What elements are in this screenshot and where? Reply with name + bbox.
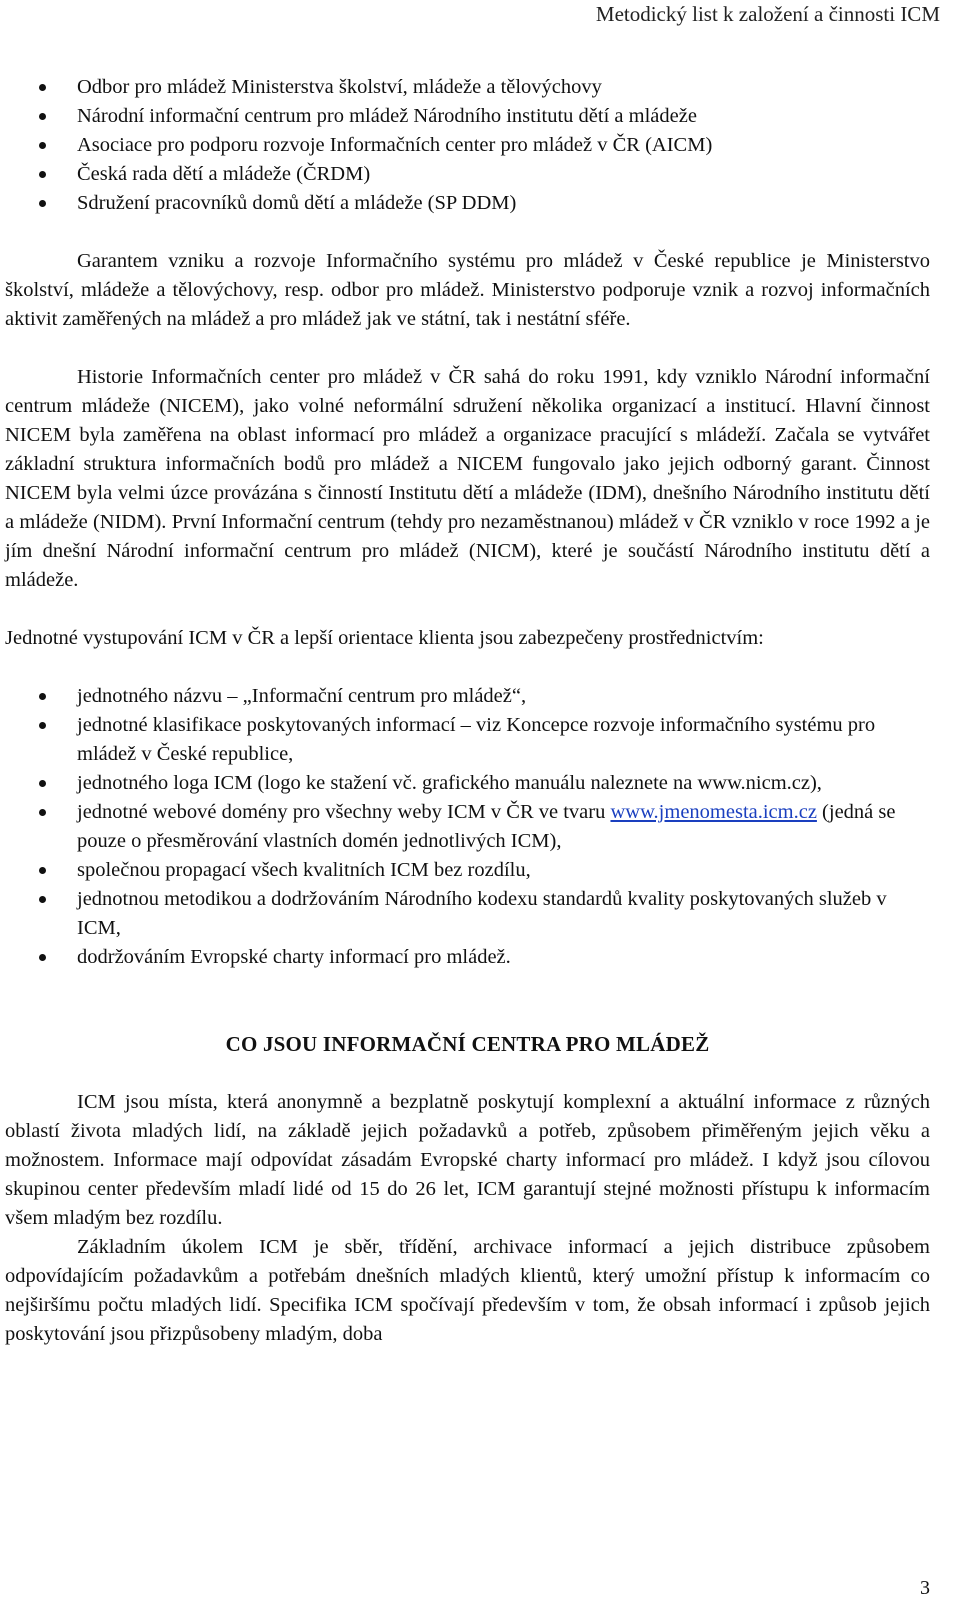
list-item <box>5 131 930 160</box>
list-item-text: jednotného názvu – „Informační centrum pro mládež“, <box>77 685 527 707</box>
bullet-icon <box>39 722 46 729</box>
list-item <box>5 885 930 943</box>
list-item <box>5 102 930 131</box>
paragraph-garant: Garantem vzniku a rozvoje Informačního systému pro mládež v České republice je Ministerstvo školství, mládeže a tělovýchovy, resp. odbor pro mládež. Ministerstvo podporuje vznik a rozvoj informačních aktivit zaměřených na mládež a pro mládež jak ve státní, tak i nestátní sféře. <box>5 250 930 330</box>
list-item <box>5 711 930 769</box>
list-item <box>5 160 930 189</box>
list-item-text: jednotného loga ICM (logo ke stažení vč. grafického manuálu naleznete na www.nicm.cz), <box>77 772 822 794</box>
list-item-text: Sdružení pracovníků domů dětí a mládeže (SP DDM) <box>77 192 517 214</box>
bullet-icon <box>39 780 46 787</box>
list-item-text: jednotnou metodikou a dodržováním Národního kodexu standardů kvality poskytovaných služeb v ICM, <box>77 888 887 939</box>
page-header: Metodický list k založení a činnosti ICM <box>595 2 940 26</box>
list-item <box>5 73 930 102</box>
list-item <box>5 798 930 856</box>
page-number: 3 <box>920 1577 930 1599</box>
list-item-text: jednotné webové domény pro všechny weby ICM v ČR ve tvaru <box>77 801 611 823</box>
list-item <box>5 682 930 711</box>
document-body <box>5 73 930 1349</box>
domain-link[interactable]: www.jmenomesta.icm.cz <box>610 801 817 823</box>
list-item <box>5 189 930 218</box>
list-item-text: Odbor pro mládež Ministerstva školství, mládeže a tělovýchovy <box>77 76 602 98</box>
bullet-icon <box>39 200 46 207</box>
list-item-text: Národní informační centrum pro mládež Národního institutu dětí a mládeže <box>77 105 697 127</box>
bullet-icon <box>39 113 46 120</box>
list-item <box>5 856 930 885</box>
list-item-text: Česká rada dětí a mládeže (ČRDM) <box>77 163 371 185</box>
paragraph-icm-1: ICM jsou místa, která anonymně a bezplatně poskytují komplexní a aktuální informace z různých oblastí života mladých lidí, na základě jejich požadavků a potřeb, způsobem přiměřeným jejich věku a možnostem. Informace mají odpovídat zásadám Evropské charty informací pro mládež. I když jsou cílovou skupinou center především mladí lidé od 15 do 26 let, ICM garantují stejné možnosti přístupu k informacím všem mladým bez rozdílu. <box>5 1091 930 1229</box>
unified-list <box>5 682 930 972</box>
section-heading: CO JSOU INFORMAČNÍ CENTRA PRO MLÁDEŽ <box>225 1032 710 1056</box>
list-item-text: společnou propagací všech kvalitních ICM bez rozdílu, <box>77 859 531 881</box>
list-item-text: (jedná se pouze o přesměrování vlastních domén jednotlivých ICM), <box>77 801 896 852</box>
list-item <box>5 769 930 798</box>
bullet-icon <box>39 809 46 816</box>
list-item-text: Asociace pro podporu rozvoje Informačních center pro mládež v ČR (AICM) <box>77 134 713 156</box>
bullet-icon <box>39 867 46 874</box>
bullet-icon <box>39 896 46 903</box>
bullet-icon <box>39 171 46 178</box>
paragraph-jednotne-intro: Jednotné vystupování ICM v ČR a lepší orientace klienta jsou zabezpečeny prostřednictvím: <box>5 627 764 649</box>
bullet-icon <box>39 954 46 961</box>
organizations-list <box>5 73 930 218</box>
bullet-icon <box>39 84 46 91</box>
paragraph-icm-2: Základním úkolem ICM je sběr, třídění, archivace informací a jejich distribuce způsobem odpovídajícím požadavkům a potřebám dnešních mladých klientů, který umožní přístup k informacím co nejširšímu počtu mladých lidí. Specifika ICM spočívají především v tom, že obsah informací i způsob jejich poskytování jsou přizpůsobeny mladým, doba <box>5 1236 930 1345</box>
paragraph-historie: Historie Informačních center pro mládež v ČR sahá do roku 1991, kdy vzniklo Národní informační centrum mládeže (NICEM), jako volné neformální sdružení několika organizací a institucí. Hlavní činnost NICEM byla zaměřena na oblast informací pro mládež a organizace pracující s mládeží. Začala se vytvářet základní struktura informačních bodů pro mládež a NICEM fungovalo jako jejich odborný garant. Činnost NICEM byla velmi úzce provázána s činností Institutu dětí a mládeže (IDM), dnešního Národního institutu dětí a mládeže (NIDM). První Informační centrum (tehdy pro nezaměstnanou) mládež v ČR vzniklo v roce 1992 a je jím dnešní Národní informační centrum pro mládež (NICM), které je součástí Národního institutu dětí a mládeže. <box>5 366 930 591</box>
list-item-text: dodržováním Evropské charty informací pro mládež. <box>77 946 511 968</box>
list-item <box>5 943 930 972</box>
bullet-icon <box>39 142 46 149</box>
list-item-text: jednotné klasifikace poskytovaných informací – viz Koncepce rozvoje informačního systému pro mládež v České republice, <box>77 714 876 765</box>
bullet-icon <box>39 693 46 700</box>
